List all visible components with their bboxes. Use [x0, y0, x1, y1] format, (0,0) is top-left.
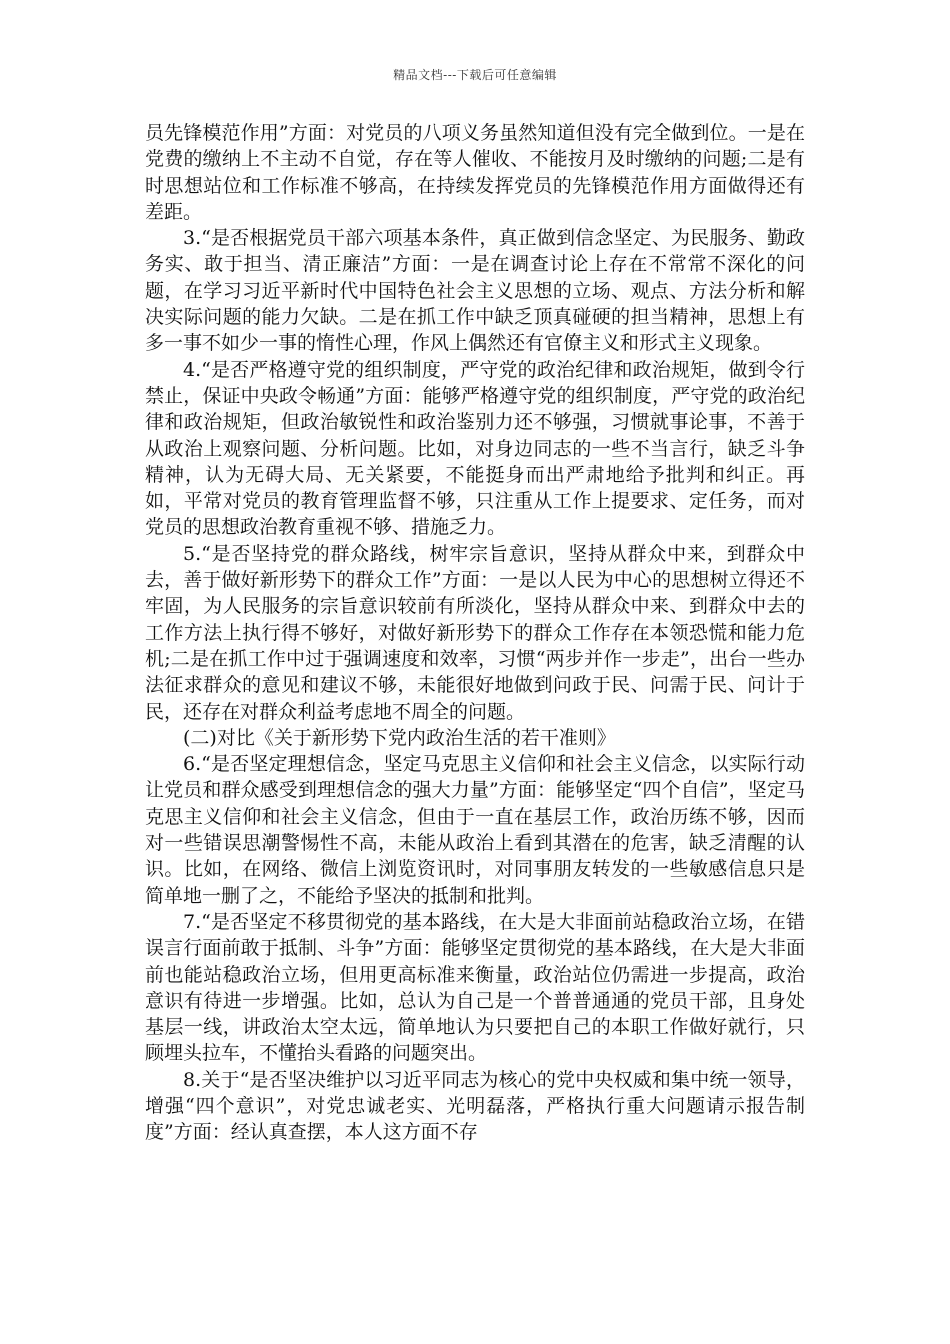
document-body [145, 120, 805, 1146]
paragraph-item-6: 6.“是否坚定理想信念，坚定马克思主义信仰和社会主义信念，以实际行动让党员和群众感受到理想信念的强大力量”方面：能够坚定“四个自信”，坚定马克思主义信仰和社会主义信念，但由于一直在基层工作，政治历练不够，因而对一些错误思潮警惕性不高，未能从政治上看到其潜在的危害，缺乏清醒的认识。比如，在网络、微信上浏览资讯时，对同事朋友转发的一些敏感信息只是简单地一删了之，不能给予坚决的抵制和批判。 [145, 753, 805, 907]
paragraph-item-8: 8.关于“是否坚决维护以习近平同志为核心的党中央权威和集中统一领导，增强“四个意识”，对党忠诚老实、光明磊落，严格执行重大问题请示报告制度”方面：经认真查摆，本人这方面不存 [145, 1068, 805, 1144]
paragraph-item-3: 3.“是否根据党员干部六项基本条件，真正做到信念坚定、为民服务、勤政务实、敢于担当、清正廉洁”方面：一是在调查讨论上存在不常常不深化的问题，在学习习近平新时代中国特色社会主义思想的立场、观点、方法分析和解决实际问题的能力欠缺。二是在抓工作中缺乏顶真碰硬的担当精神，思想上有多一事不如少一事的惰性心理，作风上偶然还有官僚主义和形式主义现象。 [145, 227, 805, 355]
paragraph-item-4: 4.“是否严格遵守党的组织制度，严守党的政治纪律和政治规矩，做到令行禁止，保证中央政令畅通”方面：能够严格遵守党的组织制度，严守党的政治纪律和政治规矩，但政治敏锐性和政治鉴别力还不够强，习惯就事论事，不善于从政治上观察问题、分析问题。比如，对身边同志的一些不当言行，缺乏斗争精神，认为无碍大局、无关紧要，不能挺身而出严肃地给予批判和纠正。再如，平常对党员的教育管理监督不够，只注重从工作上提要求、定任务，而对党员的思想政治教育重视不够、措施乏力。 [145, 358, 805, 539]
paragraph-item-5: 5.“是否坚持党的群众路线，树牢宗旨意识，坚持从群众中来，到群众中去，善于做好新形势下的群众工作”方面：一是以人民为中心的思想树立得还不牢固，为人民服务的宗旨意识较前有所淡化，坚持从群众中来、到群众中去的工作方法上执行得不够好，对做好新形势下的群众工作存在本领恐慌和能力危机;二是在抓工作中过于强调速度和效率，习惯“两步并作一步走”，出台一些办法征求群众的意见和建议不够，未能很好地做到问政于民、问需于民、问计于民，还存在对群众利益考虑地不周全的问题。 [145, 542, 805, 723]
section-heading-2: (二)对比《关于新形势下党内政治生活的若干准则》 [183, 726, 616, 749]
paragraph-party-member-role: 员先锋模范作用”方面：对党员的八项义务虽然知道但没有完全做到位。一是在党费的缴纳上不主动不自觉，存在等人催收、不能按月及时缴纳的问题;二是有时思想站位和工作标准不够高，在持续发挥党员的先锋模范作用方面做得还有差距。 [145, 122, 805, 223]
paragraph-item-7: 7.“是否坚定不移贯彻党的基本路线，在大是大非面前站稳政治立场，在错误言行面前敢于抵制、斗争”方面：能够坚定贯彻党的基本路线，在大是大非面前也能站稳政治立场，但用更高标准来衡量，政治站位仍需进一步提高，政治意识有待进一步增强。比如，总认为自己是一个普普通通的党员干部，且身处基层一线，讲政治太空太远，简单地认为只要把自己的本职工作做好就行，只顾埋头拉车，不懂抬头看路的问题突出。 [145, 910, 805, 1065]
page-header: 精品文档---下载后可任意编辑 [393, 68, 557, 82]
